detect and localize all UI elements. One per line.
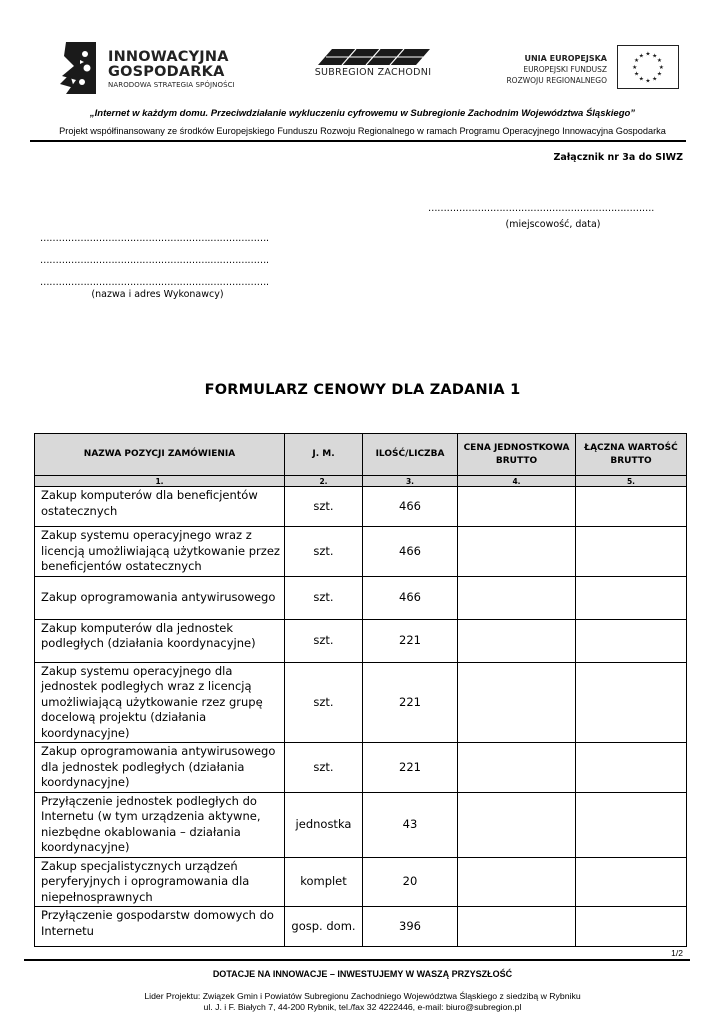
- form-title: FORMULARZ CENOWY DLA ZADANIA 1: [204, 382, 521, 398]
- footer-divider: [24, 959, 690, 961]
- item-name: Zakup oprogramowania antywirusowego: [35, 576, 285, 619]
- table-header-row: [35, 434, 687, 476]
- item-total-cell[interactable]: [576, 662, 687, 743]
- table-row: [35, 527, 687, 577]
- item-qty: 466: [363, 576, 458, 619]
- col-number: 1.: [35, 476, 285, 487]
- item-unit-price-cell[interactable]: [458, 619, 576, 662]
- footer-slogan: DOTACJE NA INNOWACJE – INWESTUJEMY W WASZĄ PRZYSZŁOŚĆ: [212, 969, 513, 979]
- item-name: Zakup oprogramowania antywirusowego dla jednostek podległych (działania koordynacyjne): [35, 743, 285, 793]
- item-unit-price-cell[interactable]: [458, 662, 576, 743]
- eu-flag-icon: [617, 45, 679, 89]
- svg-text:★: ★: [652, 76, 658, 83]
- contractor-label: (nazwa i adres Wykonawcy): [91, 289, 224, 300]
- item-qty: 43: [363, 792, 458, 857]
- item-qty: 396: [363, 907, 458, 947]
- price-table: [34, 433, 687, 947]
- item-name: Przyłączenie jednostek podległych do Internetu (w tym urządzenia aktywne, niezbędne okablowania – działania koordynacyjne): [35, 792, 285, 857]
- svg-text:★: ★: [645, 51, 651, 58]
- item-qty: 221: [363, 662, 458, 743]
- ig-logo-line2: GOSPODARKA: [108, 64, 225, 80]
- item-total-cell[interactable]: [576, 857, 687, 907]
- svg-text:★: ★: [633, 71, 640, 78]
- item-unit: gosp. dom.: [285, 907, 363, 947]
- item-unit-price-cell[interactable]: [458, 907, 576, 947]
- item-unit-price-cell[interactable]: [458, 857, 576, 907]
- project-title: „Internet w każdym domu. Przeciwdziałanie wykluczeniu cyfrowemu w Subregionie Zachodnim Województwa Śląskiego”: [89, 108, 636, 119]
- item-unit: szt.: [285, 576, 363, 619]
- svg-text:★: ★: [638, 76, 644, 83]
- table-row: [35, 619, 687, 662]
- item-name: Zakup systemu operacyjnego dla jednostek podległych wraz z licencją umożliwiającą użytkowanie rzez grupę docelową projektu (działania koordynacyjne): [35, 662, 285, 743]
- header-divider: [30, 140, 686, 142]
- svg-text:★: ★: [645, 78, 651, 85]
- table-row: [35, 662, 687, 743]
- item-total-cell[interactable]: [576, 743, 687, 793]
- table-number-row: [35, 476, 687, 487]
- item-qty: 466: [363, 527, 458, 577]
- svg-text:★: ★: [656, 71, 663, 78]
- footer-address-block: [0, 991, 725, 1013]
- contractor-line-2: ……………………………………………….……………….: [40, 255, 269, 266]
- page-number: 1/2: [671, 948, 683, 958]
- svg-text:★: ★: [632, 64, 638, 71]
- item-unit: szt.: [285, 662, 363, 743]
- ig-logo-line3: NARODOWA STRATEGIA SPÓJNOŚCI: [108, 81, 235, 89]
- col-number: 4.: [458, 476, 576, 487]
- eu-line3: ROZWOJU REGIONALNEGO: [506, 76, 607, 85]
- table-row: [35, 576, 687, 619]
- footer-leader: Lider Projektu: Związek Gmin i Powiatów Subregionu Zachodniego Województwa Śląskiego z siedzibą w Rybniku: [144, 991, 581, 1001]
- table-row: [35, 792, 687, 857]
- table-row: [35, 907, 687, 947]
- item-unit-price-cell[interactable]: [458, 576, 576, 619]
- svg-text:★: ★: [633, 58, 640, 65]
- item-total-cell[interactable]: [576, 907, 687, 947]
- col-header-unit-price: CENA JEDNOSTKOWA BRUTTO: [458, 434, 576, 476]
- table-row: [35, 487, 687, 527]
- subregion-logo-text: SUBREGION ZACHODNI: [314, 67, 432, 78]
- item-unit: szt.: [285, 527, 363, 577]
- cofinancing-note: Projekt współfinansowany ze środków Europejskiego Funduszu Rozwoju Regionalnego w ramach Programu Operacyjnego Innowacyjna Gospodarka: [59, 126, 666, 136]
- col-header-qty: ILOŚĆ/LICZBA: [363, 434, 458, 476]
- contractor-line-3: ……………………………………………….……………….: [40, 277, 269, 288]
- innowacyjna-gospodarka-logo: [58, 40, 258, 96]
- place-date-field: ……………………………………………………………….: [428, 203, 655, 214]
- annex-label: Załącznik nr 3a do SIWZ: [553, 152, 683, 163]
- svg-text:★: ★: [652, 53, 658, 60]
- item-unit: szt.: [285, 743, 363, 793]
- col-header-unit: J. M.: [285, 434, 363, 476]
- table-row: [35, 857, 687, 907]
- svg-text:★: ★: [656, 58, 663, 65]
- svg-text:★: ★: [638, 53, 644, 60]
- item-qty: 466: [363, 487, 458, 527]
- col-number: 5.: [576, 476, 687, 487]
- item-unit-price-cell[interactable]: [458, 743, 576, 793]
- footer-address: ul. J. i F. Białych 7, 44-200 Rybnik, tel./fax 32 4222446, e-mail: biuro@subregion.pl: [203, 1002, 522, 1012]
- eu-line1: UNIA EUROPEJSKA: [524, 54, 607, 63]
- item-unit: jednostka: [285, 792, 363, 857]
- item-total-cell[interactable]: [576, 576, 687, 619]
- svg-text:★: ★: [658, 64, 664, 71]
- item-qty: 20: [363, 857, 458, 907]
- subregion-emblem-icon: [312, 47, 434, 67]
- item-qty: 221: [363, 619, 458, 662]
- table-row: [35, 743, 687, 793]
- item-unit-price-cell[interactable]: [458, 487, 576, 527]
- eu-line2: EUROPEJSKI FUNDUSZ: [523, 65, 607, 74]
- item-total-cell[interactable]: [576, 487, 687, 527]
- ig-logo-line1: INNOWACYJNA: [108, 49, 229, 65]
- item-unit: szt.: [285, 619, 363, 662]
- item-total-cell[interactable]: [576, 527, 687, 577]
- item-total-cell[interactable]: [576, 619, 687, 662]
- item-unit: komplet: [285, 857, 363, 907]
- eu-fund-text: [506, 53, 607, 86]
- col-header-name: NAZWA POZYCJI ZAMÓWIENIA: [35, 434, 285, 476]
- item-name: Zakup komputerów dla beneficjentów ostatecznych: [35, 487, 285, 527]
- subregion-zachodni-logo: [312, 47, 434, 85]
- item-name: Zakup specjalistycznych urządzeń peryferyjnych i oprogramowania dla niepełnosprawnych: [35, 857, 285, 907]
- item-name: Zakup systemu operacyjnego wraz z licencją umożliwiającą użytkowanie przez beneficjentów ostatecznych: [35, 527, 285, 577]
- col-header-total: ŁĄCZNA WARTOŚĆ BRUTTO: [576, 434, 687, 476]
- col-number: 3.: [363, 476, 458, 487]
- col-number: 2.: [285, 476, 363, 487]
- contractor-line-1: ……………………………………………….……………….: [40, 233, 269, 244]
- place-date-label: (miejscowość, data): [505, 219, 601, 230]
- item-unit: szt.: [285, 487, 363, 527]
- item-qty: 221: [363, 743, 458, 793]
- item-unit-price-cell[interactable]: [458, 792, 576, 857]
- item-unit-price-cell[interactable]: [458, 527, 576, 577]
- item-name: Przyłączenie gospodarstw domowych do Internetu: [35, 907, 285, 947]
- innowacyjna-gospodarka-emblem-icon: [58, 40, 102, 96]
- item-name: Zakup komputerów dla jednostek podległych (działania koordynacyjne): [35, 619, 285, 662]
- item-total-cell[interactable]: [576, 792, 687, 857]
